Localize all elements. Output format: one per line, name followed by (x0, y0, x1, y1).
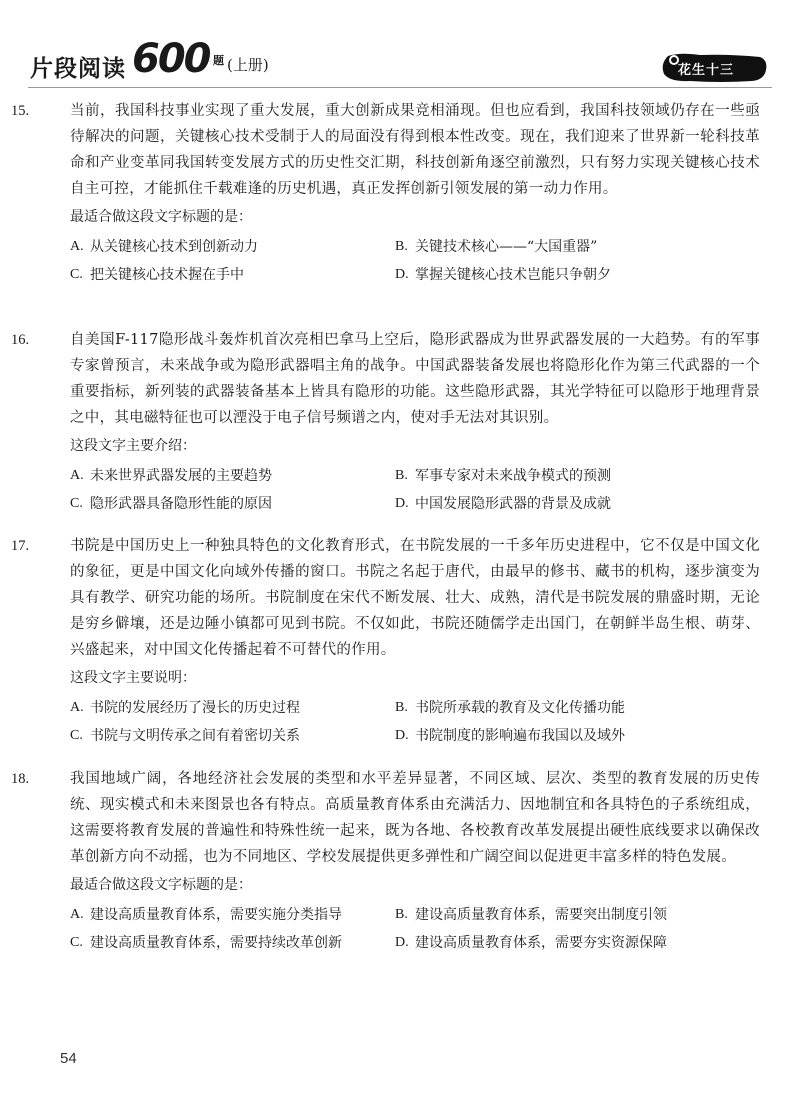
question-passage: 当前，我国科技事业实现了重大发展，重大创新成果竞相涌现。但也应看到，我国科技领域仍存在一些亟待解决的问题，关键核心技术受制于人的局面没有得到根本性改变。现在，我们迎来了世界新一轮科技革命和产业变革同我国转变发展方式的历史性交汇期，科技创新角逐空前激烈，只有努力实现关键核心技术自主可控，才能抓住千载难逢的历史机遇，真正发挥创新引领发展的第一动力作用。 (70, 103, 760, 197)
option-a (70, 697, 395, 719)
option-a (70, 236, 395, 258)
book-number: 600 (132, 36, 210, 82)
option-a (70, 904, 395, 926)
option-label: C. (70, 267, 83, 282)
option-text: 隐形武器具备隐形性能的原因 (90, 496, 272, 512)
option-text: 中国发展隐形武器的背景及成就 (415, 496, 611, 512)
option-d (395, 264, 760, 286)
option-label: B. (395, 239, 408, 254)
option-text: 关键技术核心——“大国重器” (415, 239, 598, 255)
book-unit: 题 (213, 54, 224, 67)
option-a (70, 465, 395, 487)
option-label: D. (395, 496, 409, 511)
option-label: B. (395, 907, 408, 922)
option-text: 建设高质量教育体系，需要持续改革创新 (90, 935, 342, 951)
option-label: D. (395, 728, 409, 743)
option-b (395, 904, 760, 926)
option-d (395, 725, 760, 747)
option-text: 从关键核心技术到创新动力 (90, 239, 258, 255)
option-text: 掌握关键核心技术岂能只争朝夕 (415, 267, 611, 283)
question-16 (11, 327, 760, 515)
option-text: 书院与文明传承之间有着密切关系 (90, 728, 300, 744)
question-passage: 书院是中国历史上一种独具特色的文化教育形式，在书院发展的一千多年历史进程中，它不仅是中国文化的象征，更是中国文化向域外传播的窗口。书院之名起于唐代，由最早的修书、藏书的机构，逐步演变为具有教学、研究功能的场所。书院制度在宋代不断发展、壮大、成熟，清代是书院发展的鼎盛时期，无论是穷乡僻壤，还是边陲小镇都可见到书院。不仅如此，书院还随儒学走出国门，在朝鲜半岛生根、萌芽、兴盛起来，对中国文化传播起着不可替代的作用。 (70, 538, 760, 658)
question-number: 15. (11, 103, 30, 119)
question-15 (11, 98, 760, 286)
question-prompt: 这段文字主要介绍： (70, 438, 196, 454)
logo-text: 花生十三 (678, 63, 735, 78)
option-c (70, 493, 395, 515)
header-divider (28, 87, 772, 88)
question-passage: 我国地域广阔，各地经济社会发展的类型和水平差异显著，不同区域、层次、类型的教育发展的历史传统、现实模式和未来图景也各有特点。高质量教育体系由充满活力、因地制宜和各具特色的子系统组成，这需要将教育发展的普遍性和特殊性统一起来，既为各地、各校教育改革发展提出硬性底线要求以确保改革创新方向不动摇，也为不同地区、学校发展提供更多弹性和广阔空间以促进更丰富多样的特色发展。 (70, 771, 760, 865)
option-list (70, 465, 760, 515)
option-label: A. (70, 239, 84, 254)
option-text: 建设高质量教育体系，需要突出制度引领 (415, 907, 667, 923)
option-c (70, 725, 395, 747)
option-text: 建设高质量教育体系，需要实施分类指导 (90, 907, 342, 923)
question-number: 17. (11, 538, 30, 554)
option-c (70, 932, 395, 954)
question-17 (11, 533, 760, 747)
option-b (395, 465, 760, 487)
option-list (70, 236, 760, 286)
option-label: A. (70, 468, 84, 483)
option-label: B. (395, 468, 408, 483)
option-label: C. (70, 728, 83, 743)
option-label: D. (395, 267, 409, 282)
option-text: 书院所承载的教育及文化传播功能 (415, 700, 625, 716)
option-text: 书院制度的影响遍布我国以及域外 (415, 728, 625, 744)
option-list (70, 904, 760, 954)
page-header (28, 36, 772, 84)
question-passage: 自美国F-117隐形战斗轰炸机首次亮相巴拿马上空后，隐形武器成为世界武器发展的一大趋势。有的军事专家曾预言，未来战争或为隐形武器唱主角的战争。中国武器装备发展也将隐形化作为第三代武器的一个重要指标，新列装的武器装备基本上皆具有隐形的功能。这些隐形武器，其光学特征可以隐形于地理背景之中，其电磁特征也可以湮没于电子信号频谱之内，使对手无法对其识别。 (70, 332, 760, 426)
option-text: 未来世界武器发展的主要趋势 (90, 468, 272, 484)
option-label: C. (70, 935, 83, 950)
option-d (395, 932, 760, 954)
option-b (395, 236, 760, 258)
option-label: B. (395, 700, 408, 715)
option-b (395, 697, 760, 719)
option-label: A. (70, 907, 84, 922)
option-label: A. (70, 700, 84, 715)
question-number: 16. (11, 332, 30, 348)
question-prompt: 最适合做这段文字标题的是： (70, 209, 252, 225)
option-list (70, 697, 760, 747)
option-text: 建设高质量教育体系，需要夯实资源保障 (415, 935, 667, 951)
publisher-logo (660, 52, 770, 84)
option-label: D. (395, 935, 409, 950)
book-volume: (上册) (227, 56, 269, 74)
book-title: 片段阅读 (30, 55, 126, 82)
option-text: 书院的发展经历了漫长的历史过程 (90, 700, 300, 716)
question-prompt: 这段文字主要说明： (70, 670, 196, 686)
option-label: C. (70, 496, 83, 511)
option-d (395, 493, 760, 515)
option-text: 军事专家对未来战争模式的预测 (415, 468, 611, 484)
question-18 (11, 766, 760, 954)
page-number: 54 (60, 1050, 77, 1067)
question-number: 18. (11, 771, 30, 787)
question-prompt: 最适合做这段文字标题的是： (70, 877, 252, 893)
option-c (70, 264, 395, 286)
option-text: 把关键核心技术握在手中 (90, 267, 244, 283)
